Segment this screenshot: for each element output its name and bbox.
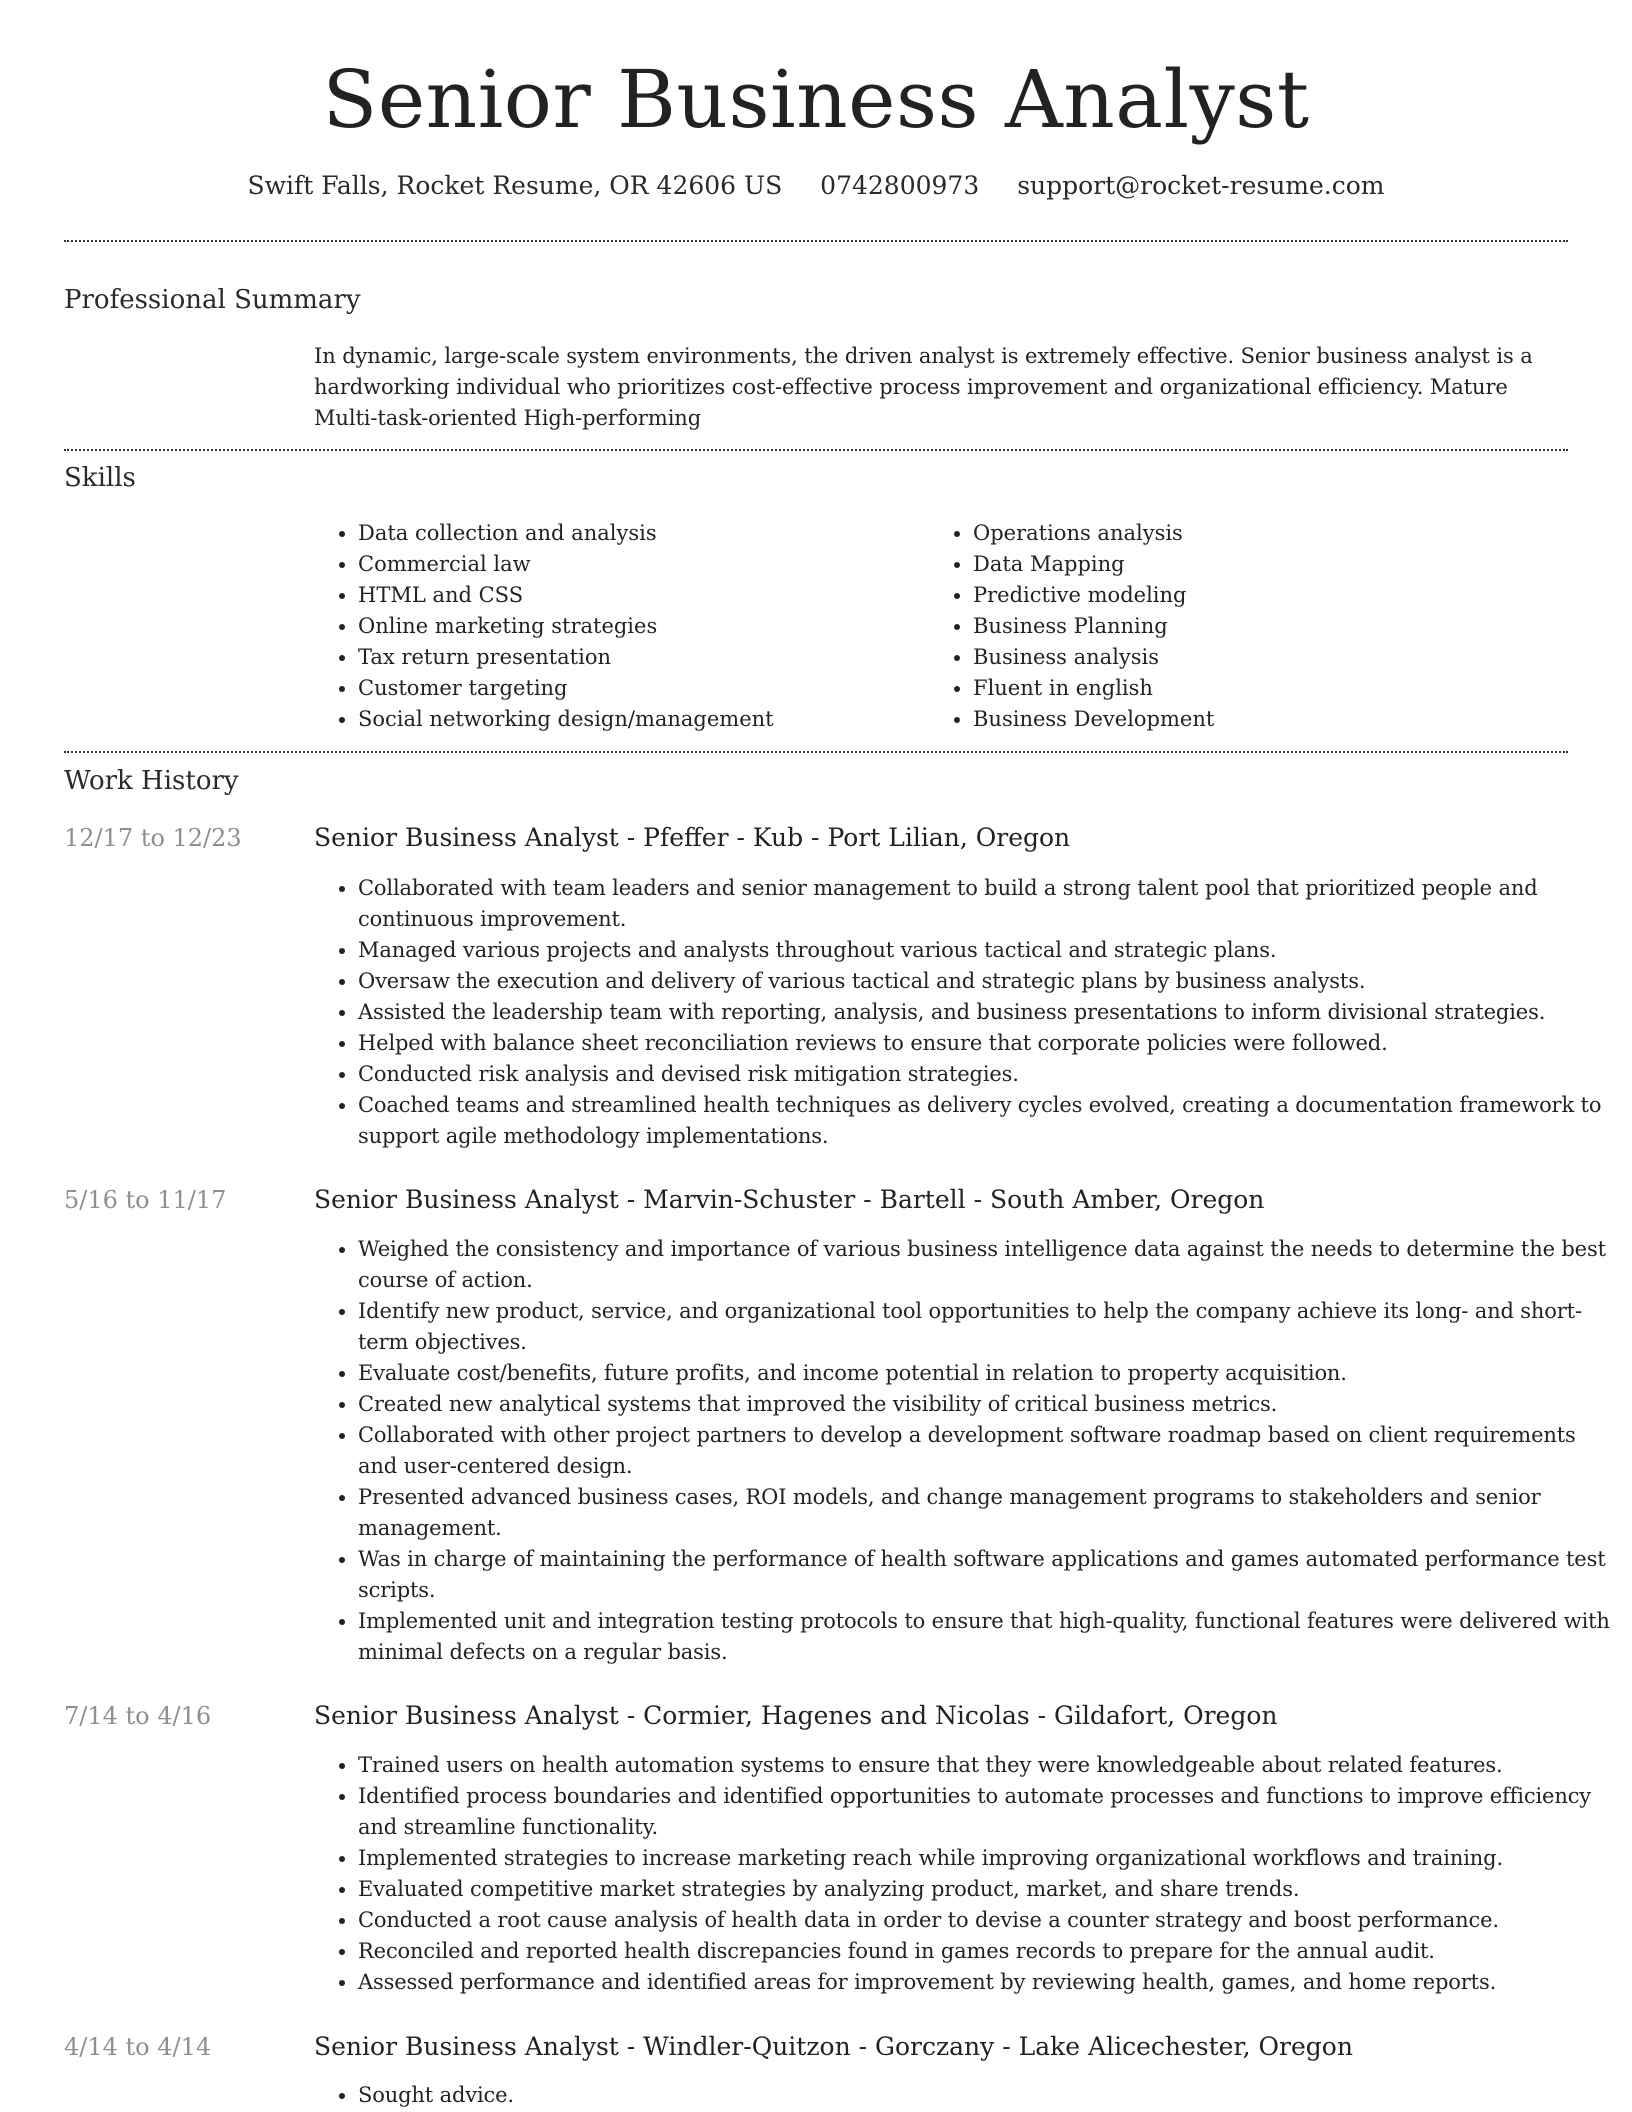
skill-item: • Data collection and analysis (358, 518, 918, 549)
section-divider (64, 240, 1568, 242)
skill-item: • Business analysis (973, 642, 1573, 673)
skill-item: • Operations analysis (973, 518, 1573, 549)
section-divider (64, 449, 1568, 451)
job-bullet: • Identified process boundaries and identified opportunities to automate processes and functions to improve efficiency and streamline functionality. (358, 1781, 1614, 1843)
skills-heading: Skills (64, 463, 136, 493)
job-bullets (314, 1750, 1614, 1998)
job-bullet: • Conducted risk analysis and devised risk mitigation strategies. (358, 1059, 1614, 1090)
contact-email: support@rocket-resume.com (1017, 171, 1385, 200)
job-bullet: • Identify new product, service, and organizational tool opportunities to help the company achieve its long- and short-term objectives. (358, 1296, 1614, 1358)
skills-list-right (929, 518, 1573, 735)
job-bullet: • Collaborated with team leaders and senior management to build a strong talent pool that prioritized people and continuous improvement. (358, 873, 1614, 935)
job-dates: 5/16 to 11/17 (64, 1186, 227, 1214)
section-divider (64, 751, 1568, 753)
job-bullet: • Assessed performance and identified areas for improvement by reviewing health, games, and home reports. (358, 1967, 1614, 1998)
work-history-heading: Work History (64, 766, 239, 796)
skill-item: • Data Mapping (973, 549, 1573, 580)
job-title: Senior Business Analyst - Pfeffer - Kub - Port Lilian, Oregon (314, 823, 1071, 852)
summary-text: In dynamic, large-scale system environments, the driven analyst is extremely effective. Senior business analyst is a hardworking individual who prioritizes cost-effective process improvement and organizational efficiency. Mature Multi-task-oriented High-performing (314, 344, 1533, 430)
job-bullet: • Collaborated with other project partners to develop a development software roadmap based on client requirements and user-centered design. (358, 1420, 1614, 1482)
job-title: Senior Business Analyst - Windler-Quitzon - Gorczany - Lake Alicechester, Oregon (314, 2032, 1353, 2061)
job-bullet: • Evaluate cost/benefits, future profits, and income potential in relation to property acquisition. (358, 1358, 1614, 1389)
skill-item: • Commercial law (358, 549, 918, 580)
job-bullet: • Managed various projects and analysts throughout various tactical and strategic plans. (358, 935, 1614, 966)
skill-item: • Business Development (973, 704, 1573, 735)
skill-item: • Business Planning (973, 611, 1573, 642)
job-bullet: • Created new analytical systems that improved the visibility of critical business metrics. (358, 1389, 1614, 1420)
job-bullet: • Assisted the leadership team with reporting, analysis, and business presentations to inform divisional strategies. (358, 997, 1614, 1028)
job-bullets (314, 1234, 1614, 1668)
contact-phone: 0742800973 (820, 171, 980, 200)
skill-item: • Online marketing strategies (358, 611, 918, 642)
job-dates: 12/17 to 12/23 (64, 824, 242, 852)
job-dates: 4/14 to 4/14 (64, 2033, 212, 2061)
summary-heading: Professional Summary (64, 285, 361, 315)
job-bullet: • Implemented strategies to increase marketing reach while improving organizational workflows and training. (358, 1843, 1614, 1874)
job-title: Senior Business Analyst - Marvin-Schuster - Bartell - South Amber, Oregon (314, 1185, 1265, 1214)
job-bullet: • Evaluated competitive market strategies by analyzing product, market, and share trends. (358, 1874, 1614, 1905)
skill-item: • HTML and CSS (358, 580, 918, 611)
skill-item: • Customer targeting (358, 673, 918, 704)
skill-item: • Social networking design/management (358, 704, 918, 735)
job-bullet: • Presented advanced business cases, ROI models, and change management programs to stakeholders and senior management. (358, 1482, 1614, 1544)
job-bullet: • Reconciled and reported health discrepancies found in games records to prepare for the annual audit. (358, 1936, 1614, 1967)
job-dates: 7/14 to 4/16 (64, 1702, 212, 1730)
job-bullet: • Conducted a root cause analysis of health data in order to devise a counter strategy and boost performance. (358, 1905, 1614, 1936)
contact-line (0, 168, 1632, 204)
job-title: Senior Business Analyst - Cormier, Hagenes and Nicolas - Gildafort, Oregon (314, 1701, 1278, 1730)
job-bullet: • Was in charge of maintaining the performance of health software applications and games automated performance test scripts. (358, 1544, 1614, 1606)
job-bullet: • Oversaw the execution and delivery of various tactical and strategic plans by business analysts. (358, 966, 1614, 997)
skill-item: • Predictive modeling (973, 580, 1573, 611)
job-bullet: • Coached teams and streamlined health techniques as delivery cycles evolved, creating a documentation framework to support agile methodology implementations. (358, 1090, 1614, 1152)
job-bullet: • Trained users on health automation systems to ensure that they were knowledgeable about related features. (358, 1750, 1614, 1781)
skills-list-left (314, 518, 918, 735)
skill-item: • Fluent in english (973, 673, 1573, 704)
job-bullet: • Sought advice. (358, 2080, 1614, 2111)
job-bullet: • Weighed the consistency and importance of various business intelligence data against the needs to determine the best course of action. (358, 1234, 1614, 1296)
resume-name: Senior Business Analyst (322, 53, 1310, 146)
job-bullet: • Helped with balance sheet reconciliation reviews to ensure that corporate policies were followed. (358, 1028, 1614, 1059)
skill-item: • Tax return presentation (358, 642, 918, 673)
job-bullet: • Implemented unit and integration testing protocols to ensure that high-quality, functional features were delivered with minimal defects on a regular basis. (358, 1606, 1614, 1668)
job-bullets (314, 2080, 1614, 2111)
job-bullets (314, 873, 1614, 1152)
contact-address: Swift Falls, Rocket Resume, OR 42606 US (247, 171, 783, 200)
